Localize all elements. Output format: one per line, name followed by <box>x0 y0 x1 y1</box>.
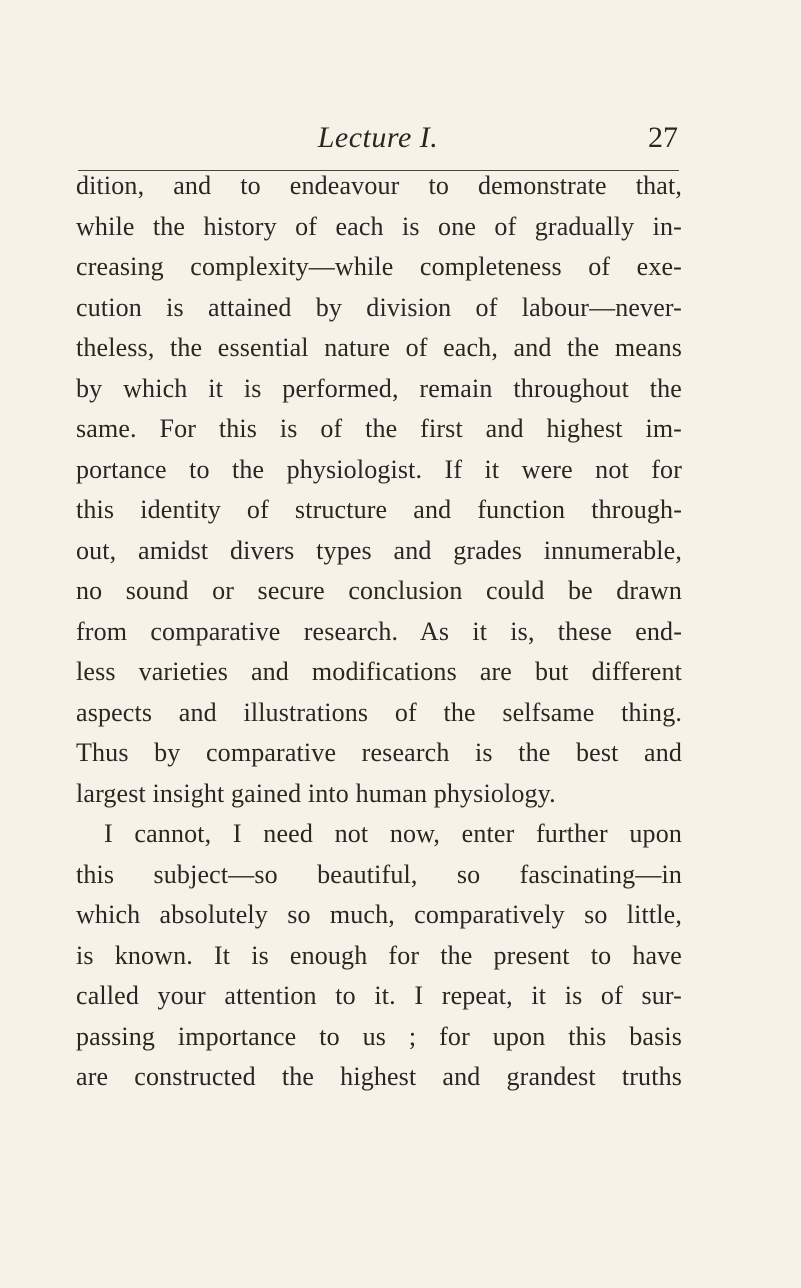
page-number: 27 <box>648 121 678 154</box>
text-line: are constructed the highest and grandest truths <box>76 1062 682 1091</box>
text-line: I cannot, I need not now, enter further upon <box>104 819 682 848</box>
text-line: theless, the essential nature of each, and the means <box>76 333 682 362</box>
text-line: dition, and to endeavour to demonstrate that, <box>76 171 682 200</box>
text-line: portance to the physiologist. If it were not for <box>76 454 682 484</box>
text-line: passing importance to us ; for upon this basis <box>76 1021 682 1051</box>
text-line: this identity of structure and function through- <box>76 495 682 524</box>
running-title: Lecture I. <box>317 121 439 154</box>
body-text <box>76 166 682 1098</box>
text-line: is known. It is enough for the present to have <box>76 940 682 970</box>
text-line: cution is attained by division of labour—never- <box>76 292 682 322</box>
text-line: from comparative research. As it is, these end- <box>76 616 682 646</box>
text-line: while the history of each is one of gradually in- <box>76 211 682 241</box>
text-line: this subject—so beautiful, so fascinating—in <box>76 859 682 889</box>
text-line: which absolutely so much, comparatively so little, <box>76 900 682 929</box>
text-line: same. For this is of the first and highest im- <box>76 414 682 443</box>
text-line: Thus by comparative research is the best and <box>76 738 682 767</box>
text-line: out, amidst divers types and grades innumerable, <box>76 535 682 565</box>
text-line: called your attention to it. I repeat, it is of sur- <box>76 981 682 1010</box>
text-line: less varieties and modifications are but different <box>76 657 682 686</box>
text-line: creasing complexity—while completeness of exe- <box>76 252 682 281</box>
text-line: aspects and illustrations of the selfsame thing. <box>76 697 682 727</box>
text-line: largest insight gained into human physiology. <box>76 778 556 808</box>
running-head <box>76 118 680 166</box>
text-line: no sound or secure conclusion could be drawn <box>76 576 682 605</box>
text-line: by which it is performed, remain throughout the <box>76 373 682 403</box>
